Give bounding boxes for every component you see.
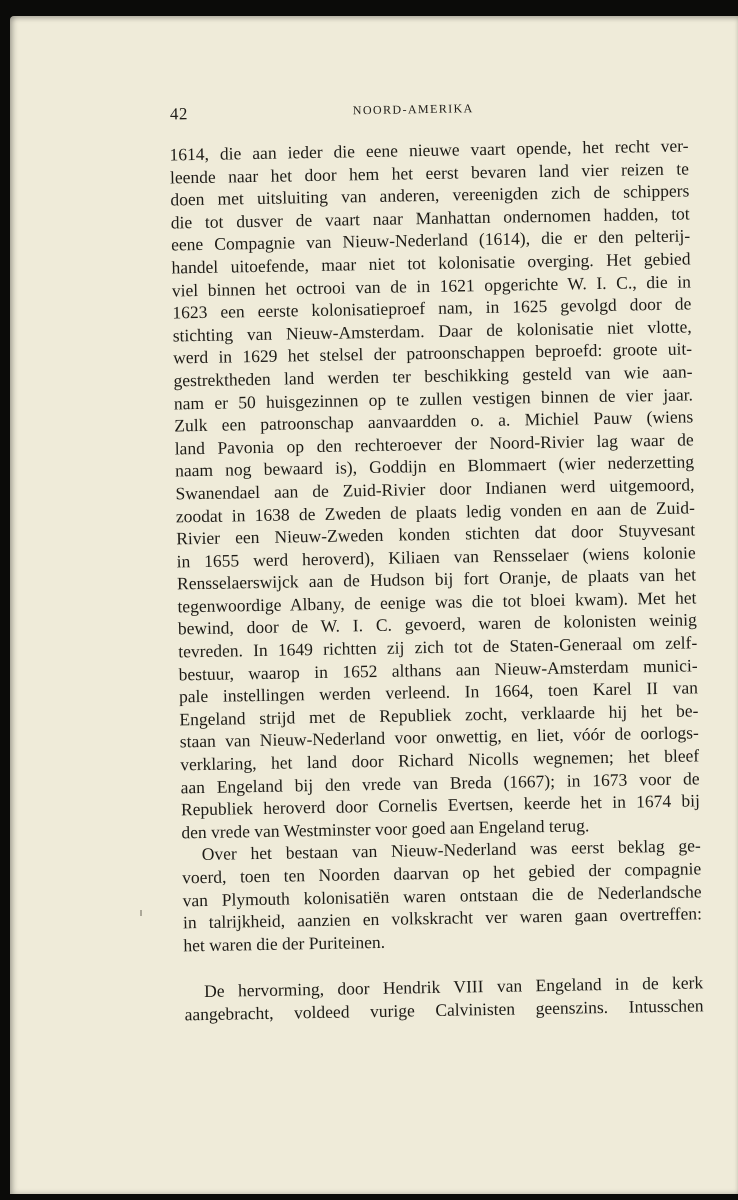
text-line: Engeland strijd met de Republiek zocht, verklaarde hij het be- (179, 700, 699, 730)
text-line: stichting van Nieuw-Amsterdam. Daar de kolonisatie niet vlotte, (172, 316, 692, 346)
text-line: die tot dusver de vaart naar Manhattan ondernomen hadden, tot (170, 203, 690, 233)
paragraph-2 (182, 835, 703, 957)
text-line: Republiek heroverd door Cornelis Evertsen, keerde het in 1674 bij (180, 790, 701, 820)
body-text (169, 134, 703, 1025)
text-line: tegenwoordige Albany, de eenige was die tot bloei kwam). Met het (177, 587, 697, 617)
running-head: NOORD-AMERIKA (352, 101, 474, 118)
text-line: werd in 1629 het stelsel der patroonschappen beproefd: groote uit- (172, 338, 693, 368)
text-line: aangebracht, voldeed vurige Calvinisten geenszins. Intusschen (184, 995, 704, 1025)
text-line: in talrijkheid, aanzien en volkskracht ver waren gaan overtreffen: (182, 903, 703, 933)
text-line: voerd, toen ten Noorden daarvan op het gebied der compagnie (182, 858, 702, 888)
text-line: Swanendael aan de Zuid-Rivier door Indianen werd uitgemoord, (175, 474, 695, 504)
text-line: nam er 50 huisgezinnen op te zullen vestigen binnen de vier jaar. (173, 383, 694, 413)
text-line: naam nog bewaard is), Goddijn en Blommaert (wier nederzetting (174, 451, 695, 481)
text-line: De hervorming, door Hendrik VIII van Engeland in de kerk (204, 972, 704, 1002)
paragraph-3 (184, 972, 704, 1026)
text-line: Rivier een Nieuw-Zweden konden stichten dat door Stuyvesant (176, 519, 696, 549)
text-line: bestuur, waarop in 1652 althans aan Nieuw-Amsterdam munici- (178, 655, 698, 685)
text-line: gestrektheden land werden ter beschikking gesteld van wie aan- (173, 361, 693, 391)
text-line: 1614, die aan ieder die eene nieuwe vaart opende, het recht ver- (169, 135, 689, 165)
text-line: Zulk een patroonschap aanvaardden o. a. Michiel Pauw (wiens (174, 406, 694, 436)
paragraph-1 (169, 134, 700, 843)
text-line: eene Compagnie van Nieuw-Nederland (1614), die er den pelterij- (170, 225, 691, 255)
text-line: bewind, door de W. I. C. gevoerd, waren de kolonisten weinig (177, 609, 697, 639)
text-line: zoodat in 1638 de Zweden de plaats ledig vonden en aan de Zuid- (175, 496, 695, 526)
text-line: Rensselaerswijck aan de Hudson bij fort Oranje, de plaats van het (176, 564, 697, 594)
text-line: staan van Nieuw-Nederland voor onwettig, en liet, vóór de oorlogs- (179, 722, 699, 752)
page-number: 42 (169, 104, 189, 124)
text-line: leende naar het door hem het eerst bevaren land vier reizen te (169, 158, 690, 188)
text-line: tevreden. In 1649 richtten zij zich tot de Staten-Generaal om zelf- (178, 632, 698, 662)
text-line: verklaring, het land door Richard Nicolls wegnemen; het bleef (180, 745, 700, 775)
text-line: den vrede van Westminster voor goed aan Engeland terug. (181, 815, 590, 843)
text-line: aan Engeland bij den vrede van Breda (1667); in 1673 voor de (180, 767, 700, 798)
text-line: pale instellingen werden verleend. In 1664, toen Karel II van (178, 677, 699, 707)
text-line: het waren die der Puriteinen. (183, 931, 386, 956)
text-line: handel uitoefende, maar niet tot kolonisatie overging. Het gebied (171, 248, 691, 278)
text-line: land Pavonia op den rechteroever der Noord-Rivier lag waar de (174, 429, 694, 459)
text-line: doen met uitsluiting van anderen, vereenigden zich de schippers (170, 180, 690, 210)
text-line: Over het bestaan van Nieuw-Nederland was eerst beklag ge- (201, 835, 701, 865)
text-line: viel binnen het octrooi van de in 1621 opgerichte W. I. C., die in (171, 270, 692, 301)
text-line: van Plymouth kolonisatiën waren ontstaan die de Nederlandsche (182, 880, 702, 910)
text-line: in 1655 werd heroverd), Kiliaen van Rensselaer (wiens kolonie (176, 542, 696, 572)
text-line: 1623 een eerste kolonisatieproef nam, in 1625 gevolgd door de (172, 293, 692, 323)
